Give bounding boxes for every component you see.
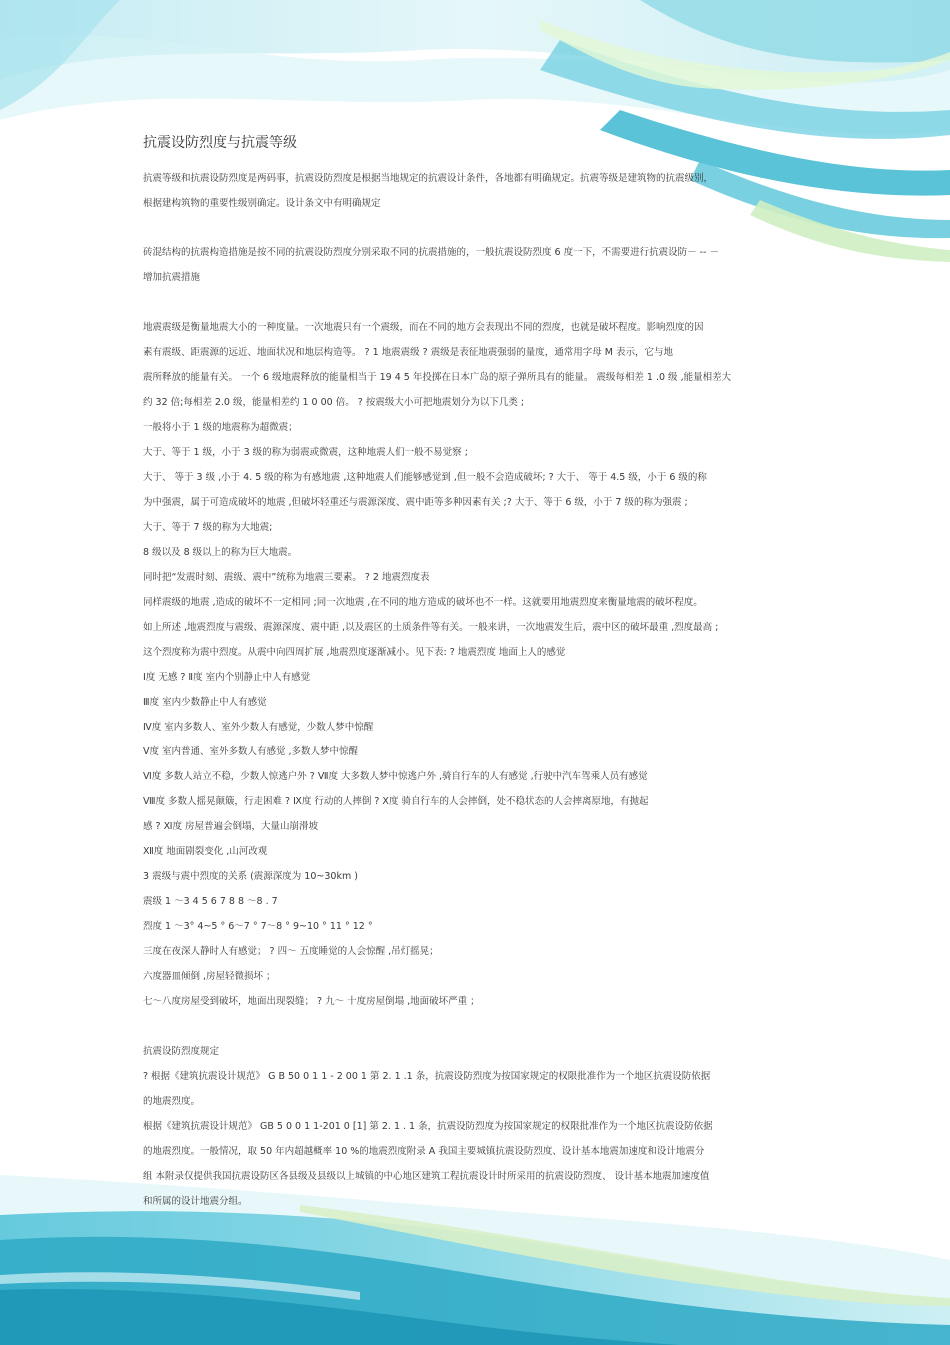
paragraph-line: 大于、 等于 3 级 ,小于 4. 5 级的称为有感地震 ,这种地震人们能够感觉到 ,但一般不会造成破坏; ? 大于、 等于 4.5 级，小于 6 级的称 <box>143 472 707 483</box>
paragraph-line: 七～八度房屋受到破坏，地面出现裂缝； ? 九～ 十度房屋倒塌 ,地面破坏严重 ； <box>143 996 480 1007</box>
paragraph-line: 为中强震，属于可造成破坏的地震 ,但破坏轻重还与震源深度、震中距等多种因素有关 ;? 大于、等于 6 级，小于 7 级的称为强震 ; <box>143 497 688 508</box>
paragraph-line: 感 ? Ⅺ度 房屋普遍会倒塌，大量山崩滑坡 <box>143 821 318 832</box>
paragraph-line: 一般将小于 1 级的地震称为超微震； <box>143 422 298 433</box>
paragraph-line: Ⅷ度 多数人摇晃颠簸，行走困难 ? Ⅸ度 行动的人摔倒 ? Ⅹ度 骑自行车的人会摔倒，处不稳状态的人会摔离原地，有抛起 <box>143 796 649 807</box>
paragraph-line: 如上所述 ,地震烈度与震级、震源深度、震中距 ,以及震区的土质条件等有关。一般来讲，一次地震发生后，震中区的破坏最重 ,烈度最高 ; <box>143 622 719 633</box>
paragraph-line: 震级 1 ～3 4 5 6 7 8 8 ～8 . 7 <box>143 896 278 907</box>
paragraph-line: Ⅻ度 地面剧裂变化 ,山河改观 <box>143 846 268 857</box>
paragraph-line: Ⅲ度 室内少数静止中人有感觉 <box>143 697 267 708</box>
paragraph-line: 抗震等级和抗震设防烈度是两码事，抗震设防烈度是根据当地规定的抗震设计条件，各地都有明确规定。抗震等级是建筑物的抗震级别， <box>143 173 714 184</box>
paragraph-line: 组 本附录仅提供我国抗震设防区各县级及县级以上城镇的中心地区建筑工程抗震设计时所采用的抗震设防烈度、 设计基本地震加速度值 <box>143 1171 710 1182</box>
paragraph-line: 大于、等于 7 级的称为大地震; <box>143 522 273 533</box>
paragraph-line: 砖混结构的抗震构造措施是按不同的抗震设防烈度分别采取不同的抗震措施的，一般抗震设防烈度 6 度一下，不需要进行抗震设防－ -- － <box>143 247 719 258</box>
paragraph-line: 3 震级与震中烈度的关系 (震源深度为 10~30km ) <box>143 871 358 882</box>
paragraph-line: 地震震级是衡量地震大小的一种度量。一次地震只有一个震级，而在不同的地方会表现出不同的烈度，也就是破坏程度。影响烈度的因 <box>143 322 704 333</box>
paragraph-line: 同时把“发震时刻、震级、震中”统称为地震三要素。 ? 2 地震烈度表 <box>143 572 430 583</box>
paragraph-line: 烈度 1 ～3° 4~5 ° 6～7 ° 7～8 ° 9~10 ° 11 ° 12 ° <box>143 921 373 932</box>
paragraph-line: ? 根据《建筑抗震设计规范》 G B 50 0 1 1 - 2 00 1 第 2. 1 .1 条，抗震设防烈度为按国家规定的权限批准作为一个地区抗震设防依据 <box>143 1071 711 1082</box>
paragraph-line: Ⅳ度 室内多数人、室外少数人有感觉，少数人梦中惊醒 <box>143 722 374 733</box>
paragraph-line: 这个烈度称为震中烈度。从震中向四周扩展 ,地震烈度逐渐减小。见下表: ? 地震烈度 地面上人的感觉 <box>143 647 566 658</box>
paragraph-line: Ⅰ度 无感 ? Ⅱ度 室内个别静止中人有感觉 <box>143 672 311 683</box>
paragraph-line: 根据建构筑物的重要性级别确定。设计条文中有明确规定 <box>143 198 381 209</box>
paragraph-line: 约 32 倍;每相差 2.0 级，能量相差约 1 0 00 倍。 ? 按震级大小可把地震划分为以下几类 ; <box>143 397 525 408</box>
paragraph-line: 8 级以及 8 级以上的称为巨大地震。 <box>143 547 298 558</box>
paragraph-line: 六度器皿倾倒 ,房屋轻微损坏 ； <box>143 971 276 982</box>
paragraph-line: 和所属的设计地震分组。 <box>143 1196 248 1207</box>
paragraph-line: 根据《建筑抗震设计规范》 GB 5 0 0 1 1-201 0 [1] 第 2. 1 . 1 条，抗震设防烈度为按国家规定的权限批准作为一个地区抗震设防依据 <box>143 1121 713 1132</box>
section-heading: 抗震设防烈度规定 <box>143 1046 220 1057</box>
paragraph-line: 增加抗震措施 <box>143 272 201 283</box>
paragraph-line: 素有震级、距震源的远近、地面状况和地层构造等。 ? 1 地震震级 ? 震级是表征地震强弱的量度，通常用字母 M 表示，它与地 <box>143 347 673 358</box>
document-title: 抗震设防烈度与抗震等级 <box>143 135 297 151</box>
paragraph-line: 的地震烈度。一般情况，取 50 年内超越概率 10 %的地震烈度附录 A 我国主要城镇抗震设防烈度、设计基本地震加速度和设计地震分 <box>143 1146 705 1157</box>
paragraph-line: Ⅴ度 室内普通、室外多数人有感觉 ,多数人梦中惊醒 <box>143 746 359 757</box>
paragraph-line: 的地震烈度。 <box>143 1096 201 1107</box>
paragraph-line: 同样震级的地震 ,造成的破坏不一定相同 ;同一次地震 ,在不同的地方造成的破坏也不一样。这就要用地震烈度来衡量地震的破坏程度。 <box>143 597 703 608</box>
paragraph-line: 震所释放的能量有关。 一个 6 级地震释放的能量相当于 19 4 5 年投掷在日本广岛的原子弹所具有的能量。 震级每相差 1 .0 级 ,能量相差大 <box>143 372 732 383</box>
paragraph-line: Ⅵ度 多数人站立不稳，少数人惊逃户外 ? Ⅶ度 大多数人梦中惊逃户外 ,骑自行车的人有感觉 ,行驶中汽车驾乘人员有感觉 <box>143 771 648 782</box>
paragraph-line: 三度在夜深人静时人有感觉； ? 四～ 五度睡觉的人会惊醒 ,吊灯摇晃； <box>143 946 439 957</box>
paragraph-line: 大于、等于 1 级，小于 3 级的称为弱震或微震，这种地震人们一般不易觉察 ; <box>143 447 468 458</box>
